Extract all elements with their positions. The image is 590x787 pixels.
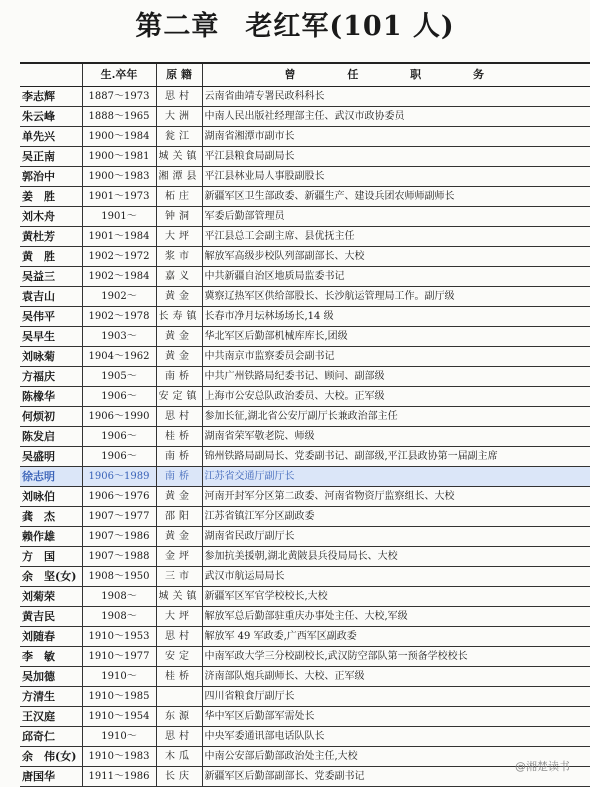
cell-place: 南桥	[156, 447, 202, 467]
cell-name: 方清生	[20, 687, 82, 707]
cell-post: 锦州铁路局副局长、党委副书记、副部级,平江县政协第一届副主席	[202, 447, 590, 467]
table-row	[20, 207, 590, 227]
table-row	[20, 327, 590, 347]
cell-post: 新疆军区卫生部政委、新疆生产、建设兵团农师师副师长	[202, 187, 590, 207]
cell-name: 陈橡华	[20, 387, 82, 407]
watermark: @湘楚读书	[515, 760, 570, 773]
cell-post: 军委后勤部管理员	[202, 207, 590, 227]
cell-post: 湖南省民政厅副厅长	[202, 527, 590, 547]
cell-name: 方福庆	[20, 367, 82, 387]
cell-name: 李志辉	[20, 87, 82, 107]
cell-place: 思村	[156, 407, 202, 427]
cell-years: 1901～1984	[82, 227, 156, 247]
cell-name: 刘木舟	[20, 207, 82, 227]
table-row	[20, 627, 590, 647]
table-row	[20, 387, 590, 407]
cell-name: 赖作雄	[20, 527, 82, 547]
cell-name: 吴早生	[20, 327, 82, 347]
cell-years: 1900～1981	[82, 147, 156, 167]
cell-place: 长庆	[156, 767, 202, 787]
table-row	[20, 667, 590, 687]
table-row	[20, 527, 590, 547]
table-row	[20, 607, 590, 627]
table-row	[20, 367, 590, 387]
table-header-row	[20, 63, 590, 87]
cell-place: 邵阳	[156, 507, 202, 527]
cell-post: 四川省粮食厅副厅长	[202, 687, 590, 707]
cell-years: 1902～	[82, 287, 156, 307]
cell-post: 平江县粮食局副局长	[202, 147, 590, 167]
cell-years: 1902～1978	[82, 307, 156, 327]
cell-name: 方 国	[20, 547, 82, 567]
cell-name: 刘菊荣	[20, 587, 82, 607]
cell-post: 平江县林业局人事股副股长	[202, 167, 590, 187]
cell-place: 南桥	[156, 467, 202, 487]
table-row	[20, 547, 590, 567]
table-row	[20, 587, 590, 607]
table-row	[20, 507, 590, 527]
cell-years: 1910～1953	[82, 627, 156, 647]
cell-place: 柘庄	[156, 187, 202, 207]
cell-post: 中南人民出版社经理部主任、武汉市政协委员	[202, 107, 590, 127]
cell-years: 1900～1984	[82, 127, 156, 147]
cell-post: 解放军 49 军政委,广西军区副政委	[202, 627, 590, 647]
cell-place: 黄金	[156, 347, 202, 367]
cell-place: 思村	[156, 627, 202, 647]
table-row	[20, 427, 590, 447]
cell-place: 安定	[156, 647, 202, 667]
cell-post: 河南开封军分区第二政委、河南省物资厅监察组长、大校	[202, 487, 590, 507]
cell-post: 华中军区后勤部军需处长	[202, 707, 590, 727]
cell-years: 1906～	[82, 387, 156, 407]
cell-years: 1887～1973	[82, 87, 156, 107]
cell-years: 1908～	[82, 607, 156, 627]
cell-years: 1910～	[82, 667, 156, 687]
table-row	[20, 187, 590, 207]
cell-name: 郭治中	[20, 167, 82, 187]
cell-years: 1906～1989	[82, 467, 156, 487]
cell-place: 嘉义	[156, 267, 202, 287]
cell-post: 武汉市航运局局长	[202, 567, 590, 587]
cell-post: 云南省曲靖专署民政科科长	[202, 87, 590, 107]
cell-name: 唐国华	[20, 767, 82, 787]
cell-name: 吴盛明	[20, 447, 82, 467]
cell-post: 中共南京市监察委员会副书记	[202, 347, 590, 367]
cell-post: 中共广州铁路局纪委书记、顾问、副部级	[202, 367, 590, 387]
cell-place: 思村	[156, 87, 202, 107]
table-row	[20, 247, 590, 267]
cell-years: 1910～1977	[82, 647, 156, 667]
table-row	[20, 767, 590, 787]
cell-years: 1910～1985	[82, 687, 156, 707]
cell-years: 1908～	[82, 587, 156, 607]
cell-name: 何烦初	[20, 407, 82, 427]
cell-years: 1906～1990	[82, 407, 156, 427]
cell-name: 黄杜芳	[20, 227, 82, 247]
cell-place: 黄金	[156, 287, 202, 307]
cell-place: 安定镇	[156, 387, 202, 407]
cell-place: 桂桥	[156, 667, 202, 687]
cell-place: 黄金	[156, 487, 202, 507]
cell-name: 李 敏	[20, 647, 82, 667]
chapter-number: 第二章	[135, 11, 220, 42]
chapter-heading: 老红军(101 人)	[245, 11, 455, 42]
cell-years: 1911～1986	[82, 767, 156, 787]
cell-years: 1910～1983	[82, 747, 156, 767]
cell-years: 1900～1983	[82, 167, 156, 187]
table-row	[20, 147, 590, 167]
header-post: 曾 任 职 务	[202, 63, 590, 87]
cell-years: 1901～	[82, 207, 156, 227]
cell-years: 1907～1977	[82, 507, 156, 527]
cell-post: 中共新疆自治区地质局监委书记	[202, 267, 590, 287]
cell-place: 城关镇	[156, 147, 202, 167]
cell-post: 江苏省镇江军分区副政委	[202, 507, 590, 527]
table-row	[20, 347, 590, 367]
cell-years: 1888～1965	[82, 107, 156, 127]
cell-post: 上海市公安总队政治委员、大校。正军级	[202, 387, 590, 407]
veterans-table	[20, 62, 590, 787]
cell-years: 1902～1972	[82, 247, 156, 267]
cell-post: 济南部队炮兵副师长、大校、正军级	[202, 667, 590, 687]
table-row	[20, 107, 590, 127]
table-row	[20, 267, 590, 287]
cell-years: 1906～1976	[82, 487, 156, 507]
cell-place: 思村	[156, 727, 202, 747]
cell-years: 1907～1988	[82, 547, 156, 567]
cell-name: 余 伟(女)	[20, 747, 82, 767]
cell-place: 钟洞	[156, 207, 202, 227]
table-row	[20, 747, 590, 767]
cell-years: 1906～	[82, 427, 156, 447]
cell-name: 吴加德	[20, 667, 82, 687]
chapter-title	[0, 4, 590, 43]
cell-post: 湖南省湘潭市副市长	[202, 127, 590, 147]
cell-place: 城关镇	[156, 587, 202, 607]
cell-post: 新疆军区军官学校校长,大校	[202, 587, 590, 607]
table-row	[20, 727, 590, 747]
table-row	[20, 127, 590, 147]
cell-years: 1910～1954	[82, 707, 156, 727]
table-row	[20, 407, 590, 427]
cell-name: 龚 杰	[20, 507, 82, 527]
cell-place	[156, 687, 202, 707]
header-years: 生.卒年	[82, 63, 156, 87]
cell-place: 浆市	[156, 247, 202, 267]
cell-name: 王汉庭	[20, 707, 82, 727]
cell-years: 1905～	[82, 367, 156, 387]
cell-post: 华北军区后勤部机械库库长,团级	[202, 327, 590, 347]
cell-place: 南桥	[156, 367, 202, 387]
cell-place: 大坪	[156, 607, 202, 627]
cell-post: 湖南省荣军敬老院、师级	[202, 427, 590, 447]
cell-post: 中南军政大学三分校副校长,武汉防空部队第一预备学校校长	[202, 647, 590, 667]
cell-name: 黄吉民	[20, 607, 82, 627]
cell-name: 刘咏菊	[20, 347, 82, 367]
cell-name: 姜 胜	[20, 187, 82, 207]
cell-place: 大洲	[156, 107, 202, 127]
table-row	[20, 487, 590, 507]
table-row	[20, 307, 590, 327]
cell-post: 参加长征,湖北省公安厅副厅长兼政治部主任	[202, 407, 590, 427]
table-body	[20, 87, 590, 787]
cell-name: 吴伟平	[20, 307, 82, 327]
cell-place: 湘潭县	[156, 167, 202, 187]
cell-post: 中央军委通讯部电话队队长	[202, 727, 590, 747]
cell-place: 长寿镇	[156, 307, 202, 327]
cell-name: 单先兴	[20, 127, 82, 147]
table-row	[20, 567, 590, 587]
cell-place: 黄金	[156, 527, 202, 547]
cell-name: 余 坚(女)	[20, 567, 82, 587]
cell-years: 1901～1973	[82, 187, 156, 207]
cell-post: 江苏省交通厅副厅长	[202, 467, 590, 487]
header-name	[20, 63, 82, 87]
table-row	[20, 707, 590, 727]
cell-years: 1910～	[82, 727, 156, 747]
header-place: 原 籍	[156, 63, 202, 87]
cell-name: 徐志明	[20, 467, 82, 487]
cell-name: 朱云峰	[20, 107, 82, 127]
cell-place: 东源	[156, 707, 202, 727]
cell-post: 解放军总后勤部驻重庆办事处主任、大校,军级	[202, 607, 590, 627]
cell-years: 1902～1984	[82, 267, 156, 287]
cell-years: 1906～	[82, 447, 156, 467]
cell-name: 邱奇仁	[20, 727, 82, 747]
cell-place: 桂桥	[156, 427, 202, 447]
cell-post: 平江县总工会副主席、县优抚主任	[202, 227, 590, 247]
cell-years: 1903～	[82, 327, 156, 347]
cell-name: 陈发启	[20, 427, 82, 447]
cell-name: 吴益三	[20, 267, 82, 287]
cell-name: 吴正南	[20, 147, 82, 167]
cell-place: 黄金	[156, 327, 202, 347]
table-row	[20, 447, 590, 467]
cell-place: 三市	[156, 567, 202, 587]
cell-years: 1907～1986	[82, 527, 156, 547]
cell-post: 参加抗美援朝,湖北黄陂县兵役局局长、大校	[202, 547, 590, 567]
cell-place: 瓮江	[156, 127, 202, 147]
cell-name: 刘咏伯	[20, 487, 82, 507]
table-row	[20, 467, 590, 487]
cell-name: 刘随春	[20, 627, 82, 647]
cell-post: 解放军高级步校队列部副部长、大校	[202, 247, 590, 267]
cell-post: 冀察辽热军区供给部股长、长沙航运管理局工作。副厅级	[202, 287, 590, 307]
cell-years: 1908～1950	[82, 567, 156, 587]
table-row	[20, 87, 590, 107]
cell-place: 大坪	[156, 227, 202, 247]
cell-name: 袁吉山	[20, 287, 82, 307]
table-row	[20, 687, 590, 707]
table-row	[20, 647, 590, 667]
cell-place: 木瓜	[156, 747, 202, 767]
table-row	[20, 287, 590, 307]
table-row	[20, 167, 590, 187]
cell-years: 1904～1962	[82, 347, 156, 367]
cell-post: 新疆军区后勤部副部长、党委副书记	[202, 767, 590, 787]
cell-name: 黄 胜	[20, 247, 82, 267]
cell-post: 长春市净月坛林场场长,14 级	[202, 307, 590, 327]
cell-post: 中南公安部后勤部政治处主任,大校	[202, 747, 590, 767]
cell-place: 金坪	[156, 547, 202, 567]
table-row	[20, 227, 590, 247]
